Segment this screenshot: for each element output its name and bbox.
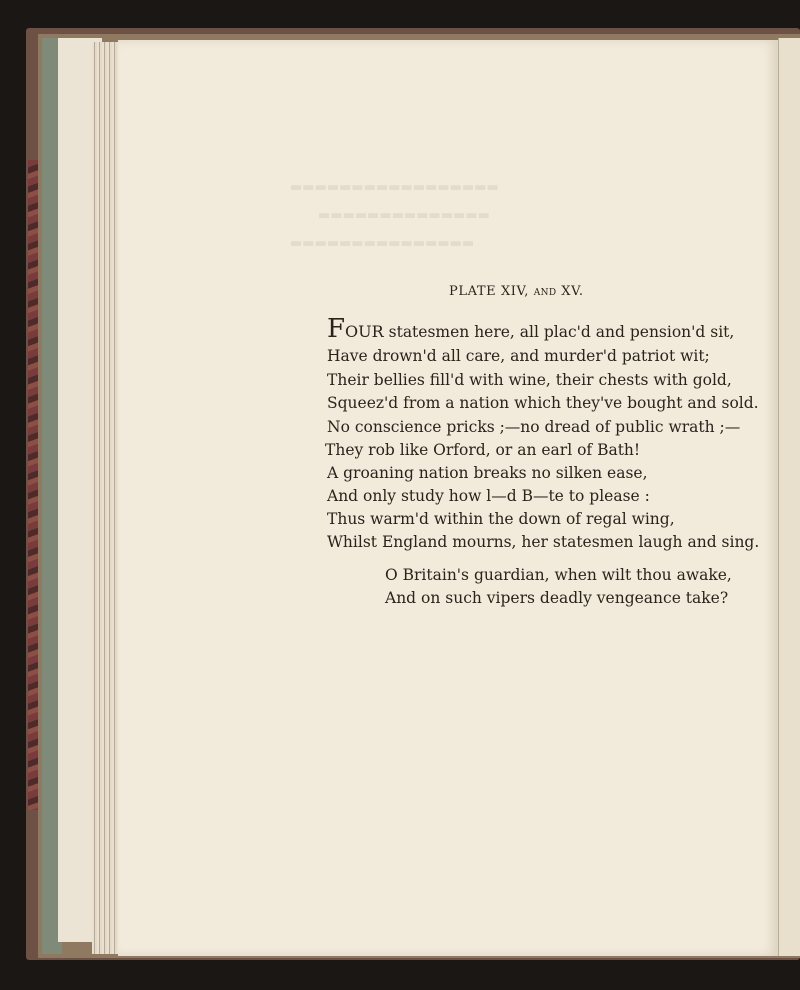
poem-line-9: Thus warm'd within the down of regal wing,	[327, 510, 675, 528]
poem-line-8: And only study how l—d B—te to please :	[327, 487, 650, 505]
first-line-rest: statesmen here, all plac'd and pension'd sit,	[383, 323, 735, 341]
show-through-2: ▬▬▬▬▬▬▬▬▬▬▬▬▬▬	[318, 208, 490, 223]
heading-conjunction: AND	[533, 288, 557, 298]
poem-line-3: Their bellies fill'd with wine, their chests with gold,	[327, 371, 732, 389]
poem-line-1	[327, 316, 734, 342]
heading-plate: XV.	[561, 284, 584, 299]
drop-cap: F	[327, 314, 346, 344]
poem-line-10: Whilst England mourns, her statesmen laugh and sing.	[327, 533, 760, 551]
poem-line-5: No conscience pricks ;—no dread of public wrath ;—	[327, 418, 741, 436]
couplet-line-2: And on such vipers deadly vengeance take?	[385, 589, 729, 607]
show-through-1: ▬▬▬▬▬▬▬▬▬▬▬▬▬▬▬▬▬	[290, 180, 499, 195]
show-through-3: ▬▬▬▬▬▬▬▬▬▬▬▬▬▬▬	[290, 236, 475, 251]
facing-page-edge	[778, 38, 800, 956]
poem-line-4: Squeez'd from a nation which they've bought and sold.	[327, 394, 759, 412]
poem-line-7: A groaning nation breaks no silken ease,	[327, 464, 648, 482]
couplet-line-1: O Britain's guardian, when wilt thou awake,	[385, 566, 732, 584]
heading-main: PLATE XIV,	[449, 284, 529, 299]
first-word-caps: OUR	[345, 322, 384, 341]
poem-line-6: They rob like Orford, or an earl of Bath!	[325, 441, 641, 459]
poem-line-2: Have drown'd all care, and murder'd patriot wit;	[327, 347, 710, 365]
plate-heading	[449, 284, 584, 299]
